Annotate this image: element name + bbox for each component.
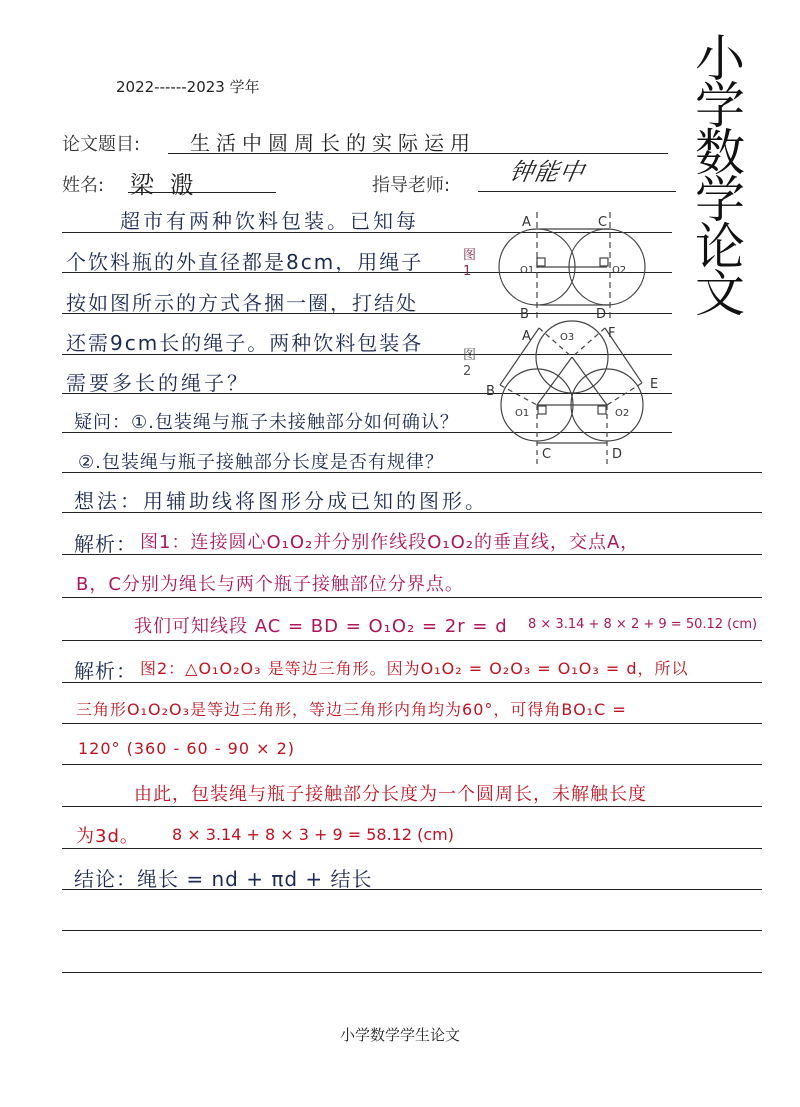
ruled-line xyxy=(62,682,762,683)
title-char: 学 xyxy=(695,171,745,229)
ruled-line xyxy=(62,640,762,641)
name-value: 梁 溵 xyxy=(130,171,198,199)
advisor-underline xyxy=(478,191,676,192)
name-label: 姓名: xyxy=(62,175,105,196)
footer-caption: 小学数学学生论文 xyxy=(339,1026,460,1044)
question-2: ②.包装绳与瓶子接触部分长度是否有规律？ xyxy=(78,452,444,473)
fig1-point-b: B xyxy=(520,307,529,322)
fig2-point-b: B xyxy=(486,384,495,399)
fig2-point-c: C xyxy=(542,447,552,462)
ruled-line xyxy=(62,723,762,724)
fig2-point-e: E xyxy=(650,377,659,392)
analysis-1-line: 图1：连接圆心O₁O₂并分别作线段O₁O₂的垂直线，交点A， xyxy=(140,532,640,553)
analysis-2-line: 120° (360 - 60 - 90 × 2) xyxy=(78,739,296,758)
title-char: 论 xyxy=(695,218,745,276)
ruled-line xyxy=(62,597,762,598)
topic-underline xyxy=(168,153,668,154)
problem-line: 个饮料瓶的外直径都是8cm，用绳子 xyxy=(66,250,424,274)
academic-year: 2022------2023 学年 xyxy=(116,78,260,96)
fig2-point-o2: O2 xyxy=(615,408,630,419)
figure-1-label: 图1 xyxy=(463,248,477,279)
analysis-1-line: B，C分别为绳长与两个瓶子接触部位分界点。 xyxy=(76,574,464,595)
analysis-1-calc: 8 × 3.14 + 8 × 2 + 9 = 50.12 (cm) xyxy=(528,617,758,632)
title-char: 学 xyxy=(695,77,745,135)
advisor-signature: 钟能中 xyxy=(507,158,588,186)
analysis-2-calc: 8 × 3.14 + 8 × 3 + 9 = 58.12 (cm) xyxy=(172,825,454,844)
problem-line: 还需9cm长的绳子。两种饮料包装各 xyxy=(66,331,424,355)
analysis-2-line: 为3d。 xyxy=(76,826,139,847)
fig2-point-d: D xyxy=(612,447,623,462)
idea-line: 想法：用辅助线将图形分成已知的图形。 xyxy=(74,489,488,513)
fig2-point-o1: O1 xyxy=(515,408,530,419)
figure-2-label: 图2 xyxy=(463,348,477,379)
topic-label: 论文题目: xyxy=(62,134,141,155)
fig2-point-f: F xyxy=(608,326,616,341)
title-char: 数 xyxy=(695,124,745,182)
analysis-2-line: 图2：△O₁O₂O₃ 是等边三角形。因为O₁O₂ = O₂O₃ = O₁O₃ = d，所以 xyxy=(140,659,689,678)
title-char: 文 xyxy=(695,265,745,323)
vertical-title xyxy=(690,30,750,323)
ruled-line xyxy=(62,930,762,931)
advisor-label: 指导老师: xyxy=(372,175,451,196)
fig1-point-o1: O1 xyxy=(520,265,535,276)
ruled-line xyxy=(62,806,762,807)
question-1: 疑问：①.包装绳与瓶子未接触部分如何确认？ xyxy=(74,412,459,433)
ruled-line xyxy=(62,764,762,765)
fig1-point-d: D xyxy=(596,307,607,322)
analysis-2-line: 三角形O₁O₂O₃是等边三角形，等边三角形内角均为60°，可得角BO₁C = xyxy=(76,700,627,719)
ruled-line xyxy=(62,554,762,555)
fig2-point-a: A xyxy=(522,329,531,344)
ruled-line xyxy=(62,972,762,973)
problem-line: 按如图所示的方式各捆一圈，打结处 xyxy=(66,291,418,315)
geometry-figures xyxy=(460,200,690,470)
topic-value: 生活中圆周长的实际运用 xyxy=(190,131,476,155)
fig2-point-o3: O3 xyxy=(560,332,575,343)
problem-line: 需要多长的绳子？ xyxy=(66,371,250,395)
fig1-point-a: A xyxy=(522,215,531,230)
problem-line: 超市有两种饮料包装。已知每 xyxy=(120,209,419,233)
fig1-point-o2: O2 xyxy=(612,265,627,276)
analysis-2-label: 解析： xyxy=(74,659,137,683)
analysis-2-line: 由此，包装绳与瓶子接触部分长度为一个圆周长，未解触长度 xyxy=(134,784,647,805)
analysis-1-label: 解析： xyxy=(74,532,137,556)
name-underline xyxy=(128,192,276,193)
conclusion-line: 结论：绳长 = nd + πd + 结长 xyxy=(74,867,373,891)
title-char: 小 xyxy=(695,30,745,88)
fig1-point-c: C xyxy=(598,215,608,230)
analysis-1-line: 我们可知线段 AC = BD = O₁O₂ = 2r = d xyxy=(134,616,508,637)
ruled-line xyxy=(62,848,762,849)
